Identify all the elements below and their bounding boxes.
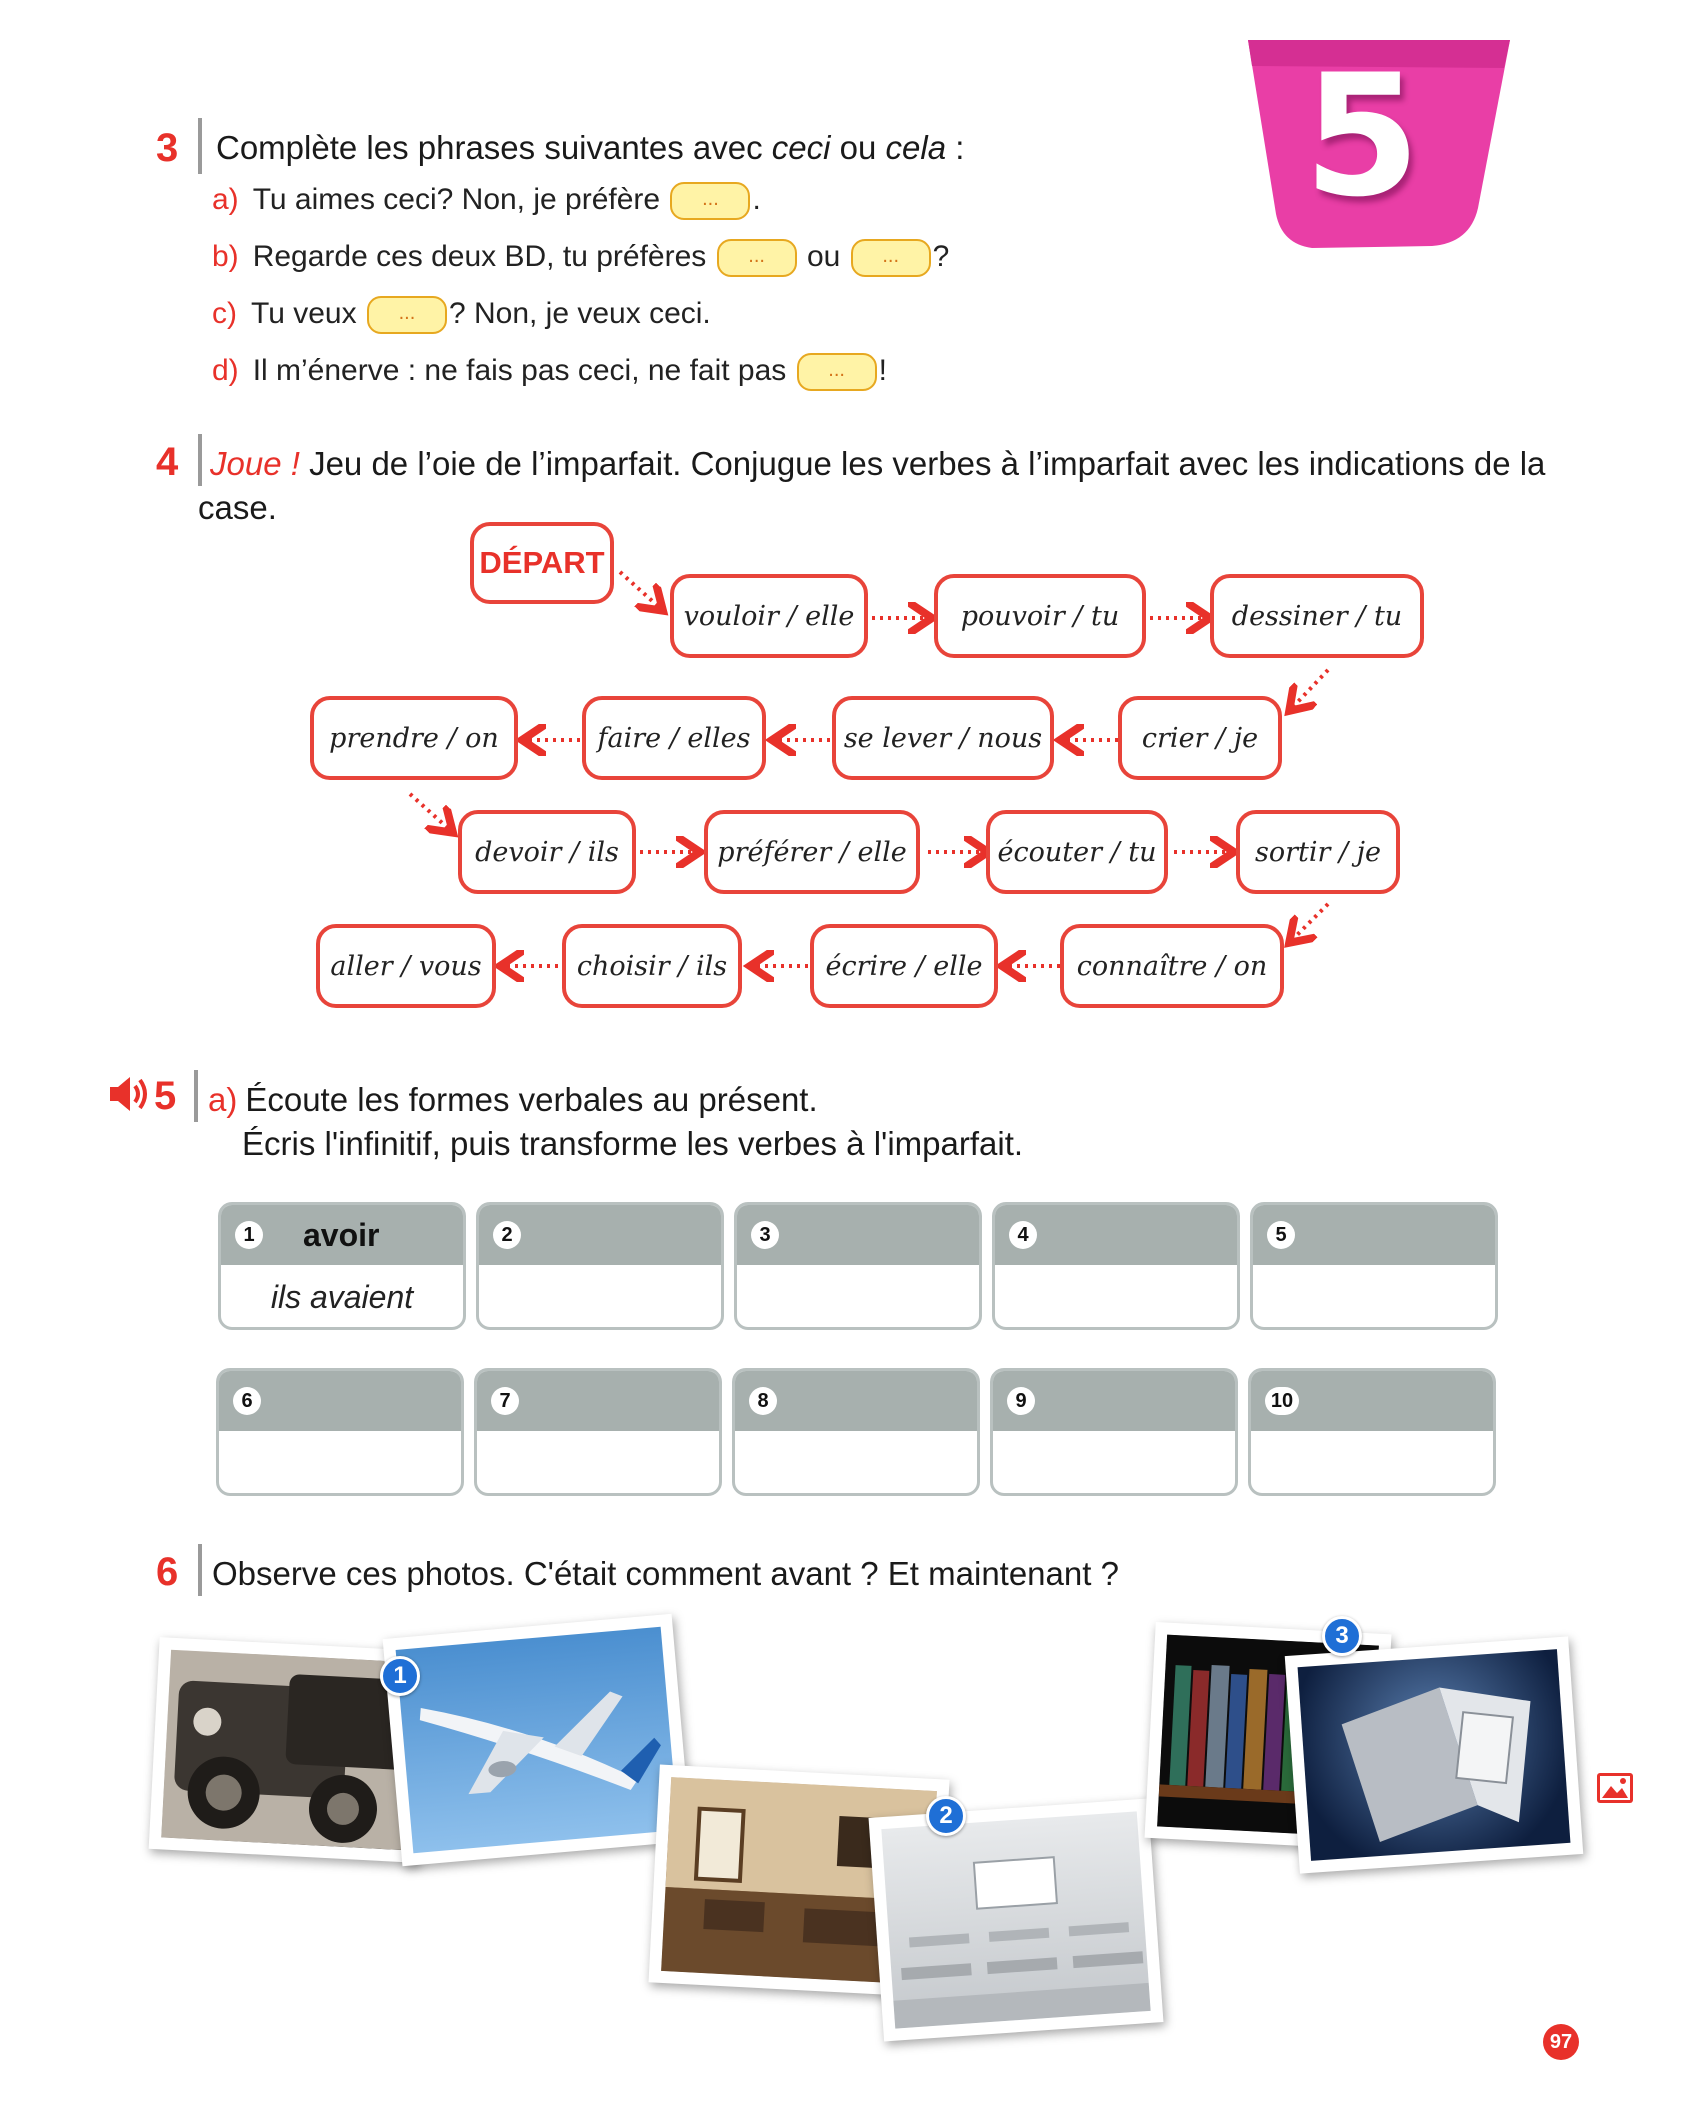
card-answer[interactable] xyxy=(477,1431,719,1495)
card-answer[interactable] xyxy=(1253,1265,1495,1329)
arrow xyxy=(1292,904,1328,940)
board-cell: se lever / nous xyxy=(832,696,1054,780)
exercise-divider xyxy=(198,1544,202,1596)
photo-ereader xyxy=(1285,1636,1584,1873)
answer-blank[interactable]: ... xyxy=(851,239,931,277)
audio-speaker-icon[interactable] xyxy=(108,1074,152,1114)
board-cell: devoir / ils xyxy=(458,810,636,894)
photo-badge: 3 xyxy=(1322,1616,1362,1656)
arrow xyxy=(620,572,660,608)
card-answer: ils avaient xyxy=(270,1279,414,1315)
board-cell: prendre / on xyxy=(310,696,518,780)
photo-badge: 2 xyxy=(926,1796,966,1836)
board-cell: écouter / tu xyxy=(986,810,1168,894)
exercise-3-number: 3 xyxy=(156,126,179,170)
chapter-number: 5 xyxy=(1303,38,1421,234)
answer-blank[interactable]: ... xyxy=(670,182,750,220)
card-answer[interactable] xyxy=(219,1431,461,1495)
verb-card[interactable]: 5 xyxy=(1250,1202,1498,1330)
page-number: 97 xyxy=(1543,2024,1579,2060)
verb-card[interactable]: 3 xyxy=(734,1202,982,1330)
card-answer[interactable] xyxy=(995,1265,1237,1329)
ex3-item-d: d) Il m’énerve : ne fais pas ceci, ne fait pas ... ! xyxy=(212,351,887,391)
exercise-6-number: 6 xyxy=(156,1550,179,1594)
card-answer[interactable] xyxy=(993,1431,1235,1495)
ex3-item-a: a) Tu aimes ceci? Non, je préfère ... . xyxy=(212,180,761,220)
verb-card[interactable]: 4 xyxy=(992,1202,1240,1330)
exercise-4-title: Joue ! Jeu de l’oie de l’imparfait. Conjugue les verbes à l’imparfait avec les indications de la xyxy=(210,445,1546,482)
exercise-3-title: Complète les phrases suivantes avec ceci ou cela : xyxy=(216,129,965,166)
photo-badge: 1 xyxy=(380,1656,420,1696)
exercise-5-subtitle: Écris l'infinitif, puis transforme les verbes à l'imparfait. xyxy=(242,1125,1024,1162)
board-cell: sortir / je xyxy=(1236,810,1400,894)
board-cell: aller / vous xyxy=(316,924,496,1008)
board-cell: choisir / ils xyxy=(562,924,742,1008)
answer-blank[interactable]: ... xyxy=(717,239,797,277)
board-cell: connaître / on xyxy=(1060,924,1284,1008)
image-gallery-icon[interactable] xyxy=(1596,1772,1634,1804)
verb-card[interactable]: 10 xyxy=(1248,1368,1496,1496)
board-start: DÉPART xyxy=(470,522,614,604)
exercise-5-title: a) Écoute les formes verbales au présent. xyxy=(208,1081,818,1118)
arrow xyxy=(1292,670,1328,708)
verb-card[interactable]: 7 xyxy=(474,1368,722,1496)
verb-card[interactable]: 1 avoir ils avaient xyxy=(218,1202,466,1330)
exercise-4-title-cont: case. xyxy=(198,489,277,526)
exercise-5-number: 5 xyxy=(154,1074,177,1118)
card-answer[interactable] xyxy=(479,1265,721,1329)
answer-blank[interactable]: ... xyxy=(797,353,877,391)
photo-modern-classroom xyxy=(869,1799,1164,2042)
ex3-item-c: c) Tu veux ... ? Non, je veux ceci. xyxy=(212,294,711,334)
board-cell: dessiner / tu xyxy=(1210,574,1424,658)
verb-card[interactable]: 2 xyxy=(476,1202,724,1330)
card-answer[interactable] xyxy=(735,1431,977,1495)
verb-card[interactable]: 9 xyxy=(990,1368,1238,1496)
photo-airplane xyxy=(383,1614,692,1866)
board-cell: pouvoir / tu xyxy=(934,574,1146,658)
exercise-6-title: Observe ces photos. C'était comment avant ? Et maintenant ? xyxy=(212,1555,1119,1592)
card-answer[interactable] xyxy=(1251,1431,1493,1495)
ex3-item-b: b) Regarde ces deux BD, tu préfères ... ou ... ? xyxy=(212,237,949,277)
arrow xyxy=(410,794,450,830)
exercise-4-number: 4 xyxy=(156,440,179,484)
board-cell: écrire / elle xyxy=(810,924,998,1008)
board-cell: vouloir / elle xyxy=(670,574,868,658)
board-cell: faire / elles xyxy=(582,696,766,780)
answer-blank[interactable]: ... xyxy=(367,296,447,334)
exercise-divider xyxy=(194,1070,198,1122)
verb-card[interactable]: 6 xyxy=(216,1368,464,1496)
verb-card[interactable]: 8 xyxy=(732,1368,980,1496)
board-cell: crier / je xyxy=(1118,696,1282,780)
card-answer[interactable] xyxy=(737,1265,979,1329)
board-cell: préférer / elle xyxy=(704,810,920,894)
